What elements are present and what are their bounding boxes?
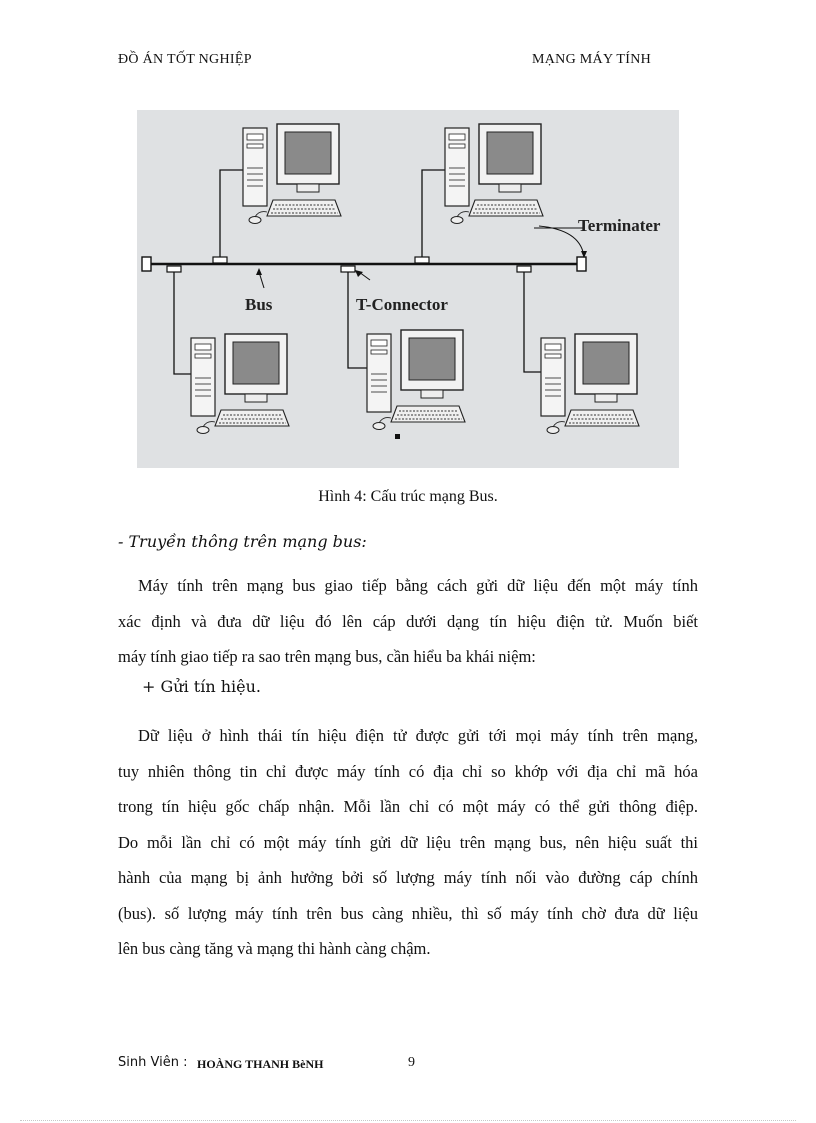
paragraph-1-line: máy tính giao tiếp ra sao trên mạng bus, cần hiểu ba khái niệm: xyxy=(118,647,536,666)
paragraph-1 xyxy=(118,568,698,675)
footer-student-name: HOÀNG THANH BèNH xyxy=(197,1057,324,1071)
paragraph-2-line: lên bus càng tăng và mạng thi hành càng chậm. xyxy=(118,939,431,958)
paragraph-2-line: tuy nhiên thông tin chỉ được máy tính có địa chỉ so khớp với địa chỉ mã hóa xyxy=(118,761,698,781)
header-left-title: ĐỒ ÁN TỐT NGHIỆP xyxy=(118,52,252,67)
figure-caption: Hình 4: Cấu trúc mạng Bus. xyxy=(318,488,498,505)
bus-topology-figure xyxy=(137,110,679,468)
computer-bottom-middle xyxy=(367,330,465,430)
terminator-right xyxy=(577,257,586,271)
bus-label: Bus xyxy=(245,295,273,314)
footer-student-label: Sinh Viên : xyxy=(118,1055,188,1070)
terminator-left xyxy=(142,257,151,271)
paragraph-2-line: trong tín hiệu gốc chấp nhận. Mỗi lần chỉ có một máy có thể gửi thông điệp. xyxy=(118,797,698,816)
paragraph-2-line: Do mỗi lần chỉ có một máy tính gửi dữ liệu trên mạng bus, nên hiệu suất thi xyxy=(118,832,698,852)
bullet-send-signal: + Gửi tín hiệu. xyxy=(142,677,261,696)
computer-bottom-right xyxy=(541,334,639,434)
header-right-title: MẠNG MÁY TÍNH xyxy=(532,52,652,67)
paragraph-1-line: Máy tính trên mạng bus giao tiếp bằng cách gửi dữ liệu đến một máy tính xyxy=(138,576,698,595)
page-bottom-divider xyxy=(20,1120,796,1121)
computer-top-left xyxy=(243,124,341,224)
paragraph-1-line: xác định và đưa dữ liệu đó lên cáp dưới dạng tín hiệu điện tử. Muốn biết xyxy=(118,611,698,631)
section-subheading: - Truyền thông trên mạng bus: xyxy=(118,532,367,551)
page-number: 9 xyxy=(408,1055,415,1070)
computer-bottom-left xyxy=(191,334,289,434)
computer-top-right xyxy=(445,124,543,224)
terminator-label: Terminater xyxy=(578,216,661,235)
t-connector-label: T-Connector xyxy=(356,295,448,314)
paragraph-2-line: (bus). số lượng máy tính trên bus càng nhiều, thì số máy tính chờ đưa dữ liệu xyxy=(118,903,698,923)
paragraph-2 xyxy=(118,718,698,967)
paragraph-2-line: hành của mạng bị ảnh hưởng bởi số lượng máy tính nối vào đường cáp chính xyxy=(118,868,698,887)
paragraph-2-line: Dữ liệu ở hình thái tín hiệu điện tử được gửi tới mọi máy tính trên mạng, xyxy=(138,726,698,745)
